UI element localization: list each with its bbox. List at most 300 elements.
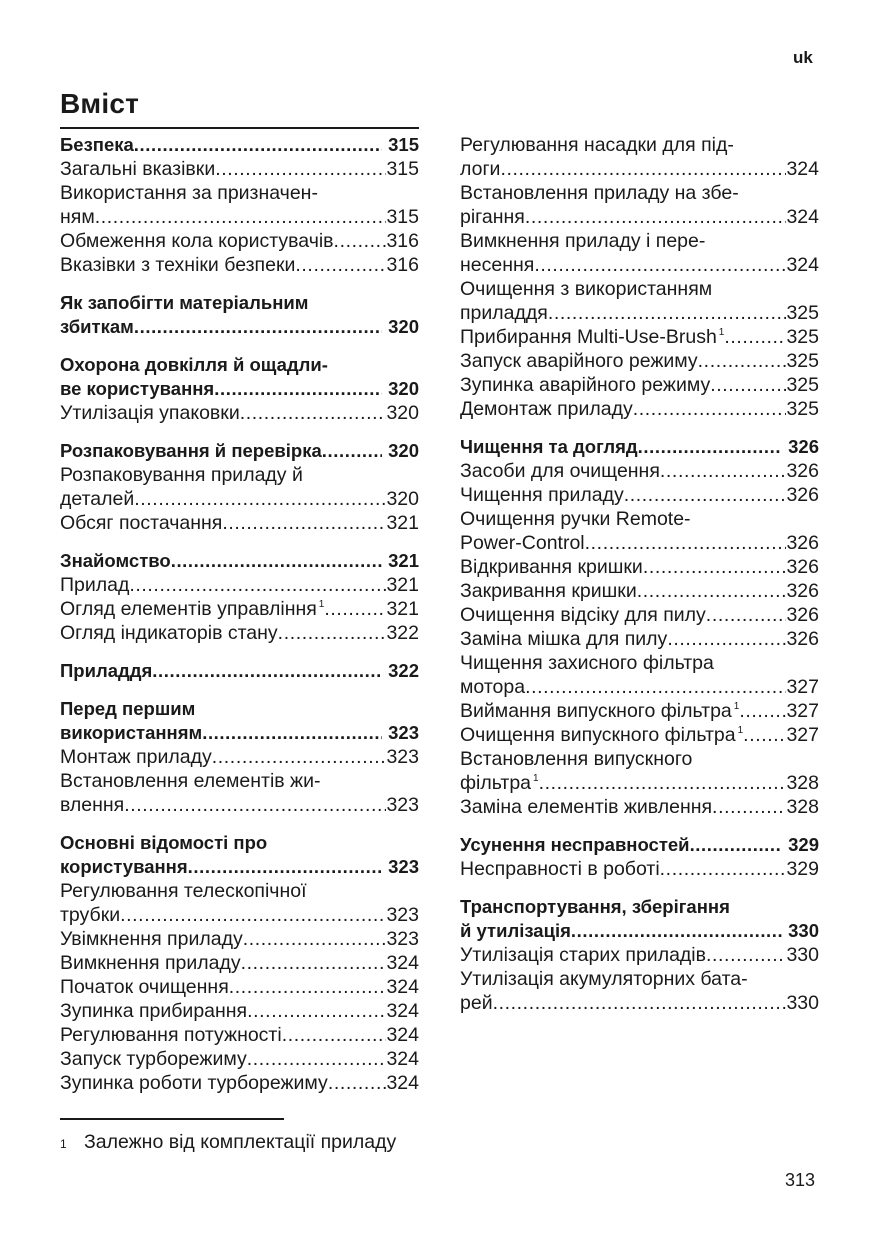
toc-page-number: 324 — [386, 1000, 419, 1022]
toc-entry[interactable] — [460, 435, 819, 459]
toc-entry-text: Утилізація акумуляторних бата- — [460, 968, 748, 990]
toc-entry-text: Очищення ручки Remote- — [460, 508, 691, 530]
toc-page-number: 322 — [388, 660, 419, 681]
toc-entry[interactable] — [460, 699, 819, 723]
toc-entry-title — [460, 435, 638, 459]
dot-leader — [152, 659, 382, 683]
toc-entry-text: Чищення та догляд — [460, 436, 638, 457]
toc-entry-text: використанням — [60, 722, 203, 743]
toc-entry-text: Заміна мішка для пилу — [460, 628, 668, 650]
toc-page-number: 326 — [786, 460, 819, 482]
toc-page-number: 330 — [786, 944, 819, 966]
toc-entry-title — [60, 999, 247, 1023]
toc-section — [60, 697, 419, 817]
dot-leader — [188, 855, 382, 879]
toc-page-number: 323 — [388, 856, 419, 877]
toc-entry-text: Запуск турборежиму — [60, 1048, 247, 1070]
toc-entry-text: фільтра — [460, 772, 532, 794]
toc-entry-title — [60, 549, 171, 573]
toc-entry-continued — [460, 229, 819, 253]
toc-entry-title — [460, 373, 710, 397]
toc-entry-text: Очищення з використанням — [460, 278, 713, 300]
toc-page-number: 326 — [786, 484, 819, 506]
toc-entry-continued — [460, 277, 819, 301]
toc-entry-text: Встановлення приладу на збе- — [460, 182, 739, 204]
toc-entry-title — [460, 967, 748, 991]
toc-entry-text: Прибирання Multi-Use-Brush — [460, 326, 717, 348]
dot-leader — [534, 253, 786, 277]
toc-entry-text: Несправності в роботі — [460, 858, 660, 880]
toc-entry-text: рей — [460, 992, 493, 1014]
toc-page-number: 324 — [386, 1024, 419, 1046]
toc-page-number: 324 — [786, 254, 819, 276]
toc-entry[interactable] — [460, 459, 819, 483]
toc-entry-title — [60, 697, 195, 721]
dot-leader — [241, 951, 387, 975]
toc-entry-text: несення — [460, 254, 535, 276]
toc-column-right — [460, 133, 819, 1029]
toc-entry[interactable] — [460, 603, 819, 627]
toc-page-number: 326 — [786, 628, 819, 650]
toc-entry-title — [460, 675, 525, 699]
dot-leader — [525, 205, 787, 229]
toc-entry[interactable] — [60, 621, 419, 645]
toc-section — [460, 833, 819, 881]
toc-entry[interactable] — [460, 253, 819, 277]
dot-leader — [243, 927, 387, 951]
toc-entry-text: Обсяг постачання — [60, 512, 223, 534]
toc-entry-title — [60, 659, 152, 683]
toc-entry-text: Обмеження кола користувачів — [60, 230, 334, 252]
title-divider — [60, 127, 419, 129]
dot-leader — [739, 699, 786, 723]
dot-leader — [322, 439, 382, 463]
toc-entry[interactable] — [60, 487, 419, 511]
dot-leader — [660, 857, 787, 881]
toc-page-number: 323 — [386, 904, 419, 926]
toc-entry-text: Регулювання потужності — [60, 1024, 282, 1046]
toc-section — [60, 439, 419, 535]
toc-entry-text: Вимкнення приладу і пере- — [460, 230, 706, 252]
toc-entry-title — [460, 603, 706, 627]
toc-page-number: 325 — [786, 398, 819, 420]
toc-entry-title — [460, 483, 624, 507]
toc-entry[interactable] — [60, 659, 419, 683]
toc-page-number: 323 — [386, 746, 419, 768]
toc-entry-title — [460, 895, 730, 919]
toc-entry-title — [60, 1071, 328, 1095]
toc-entry[interactable] — [60, 439, 419, 463]
toc-entry-title — [460, 181, 739, 205]
toc-entry-continued — [460, 747, 819, 771]
footnote-reference: 1 — [533, 773, 539, 784]
toc-entry[interactable] — [60, 253, 419, 277]
toc-page-number: 321 — [388, 550, 419, 571]
dot-leader — [222, 511, 386, 535]
toc-entry[interactable] — [60, 511, 419, 535]
toc-entry[interactable] — [460, 349, 819, 373]
toc-entry-text: логи — [460, 158, 501, 180]
dot-leader — [95, 205, 387, 229]
toc-entry[interactable] — [60, 315, 419, 339]
toc-page-number: 326 — [786, 580, 819, 602]
dot-leader — [706, 943, 786, 967]
toc-page-number: 324 — [786, 158, 819, 180]
toc-page-number: 320 — [386, 402, 419, 424]
toc-page-number: 323 — [388, 722, 419, 743]
toc-entry-text: Очищення випускного фільтра — [460, 724, 736, 746]
dot-leader — [247, 1047, 387, 1071]
toc-entry-text: Очищення відсіку для пилу — [460, 604, 706, 626]
dot-leader — [633, 397, 787, 421]
toc-entry-title — [60, 291, 308, 315]
toc-entry-title — [60, 975, 229, 999]
toc-entry-text: Зупинка прибирання — [60, 1000, 248, 1022]
toc-entry-text: Зупинка аварійного режиму — [460, 374, 711, 396]
toc-column-left — [60, 133, 419, 1109]
toc-entry-title — [60, 831, 267, 855]
toc-page-number: 320 — [386, 488, 419, 510]
toc-page-number: 324 — [386, 1072, 419, 1094]
toc-entry[interactable] — [60, 855, 419, 879]
toc-entry[interactable] — [60, 793, 419, 817]
toc-entry[interactable] — [460, 157, 819, 181]
toc-entry-title — [60, 573, 129, 597]
toc-entry-continued — [60, 697, 419, 721]
toc-entry-text: Зупинка роботи турборежиму — [60, 1072, 328, 1094]
toc-entry[interactable] — [60, 573, 419, 597]
toc-entry-continued — [460, 181, 819, 205]
toc-page-number: 325 — [786, 374, 819, 396]
dot-leader — [282, 1023, 387, 1047]
toc-page-number: 324 — [386, 952, 419, 974]
toc-entry-text: Розпаковування приладу й — [60, 464, 303, 486]
toc-entry[interactable] — [60, 975, 419, 999]
toc-entry-title — [60, 463, 303, 487]
toc-page-number: 315 — [386, 206, 419, 228]
toc-entry-text: Відкривання кришки — [460, 556, 643, 578]
dot-leader — [134, 315, 382, 339]
toc-entry-title — [460, 919, 571, 943]
toc-entry[interactable] — [460, 579, 819, 603]
toc-section — [460, 133, 819, 421]
toc-entry[interactable] — [460, 373, 819, 397]
toc-entry-title — [460, 795, 712, 819]
toc-entry-text: Чищення приладу — [460, 484, 624, 506]
toc-entry-text: Засоби для очищення — [460, 460, 660, 482]
toc-entry[interactable] — [60, 229, 419, 253]
toc-page-number: 316 — [386, 230, 419, 252]
toc-entry-text: Чищення захисного фільтра — [460, 652, 714, 674]
dot-leader — [667, 627, 786, 651]
toc-page-number: 330 — [786, 992, 819, 1014]
toc-entry[interactable] — [60, 1023, 419, 1047]
toc-entry-title — [460, 723, 743, 747]
page-title: Вміст — [60, 88, 139, 119]
toc-entry-title — [60, 133, 134, 157]
toc-entry-title — [60, 793, 124, 817]
dot-leader — [278, 621, 387, 645]
toc-entry-title — [60, 621, 278, 645]
toc-entry-title — [60, 1023, 282, 1047]
toc-page-number: 315 — [388, 134, 419, 155]
toc-entry-text: Демонтаж приладу — [460, 398, 633, 420]
toc-entry-title — [460, 157, 500, 181]
toc-page-number: 321 — [386, 574, 419, 596]
toc-entry-text: Транспортування, зберігання — [460, 896, 730, 917]
toc-entry-text: Увімкнення приладу — [60, 928, 243, 950]
toc-entry-continued — [60, 769, 419, 793]
toc-entry-continued — [460, 895, 819, 919]
toc-entry[interactable] — [60, 597, 419, 621]
toc-entry-title — [460, 253, 534, 277]
dot-leader — [706, 603, 787, 627]
dot-leader — [539, 771, 787, 795]
toc-entry[interactable] — [460, 833, 819, 857]
dot-leader — [660, 459, 787, 483]
toc-entry-title — [60, 511, 222, 535]
toc-entry-text: деталей — [60, 488, 135, 510]
toc-entry-text: Power-Control — [460, 532, 585, 554]
footnote-reference: 1 — [318, 599, 325, 610]
dot-leader — [120, 903, 386, 927]
toc-entry-title — [60, 855, 188, 879]
toc-entry-text: Огляд елементів управління — [60, 598, 317, 620]
toc-page-number: 327 — [786, 724, 819, 746]
toc-entry[interactable] — [460, 531, 819, 555]
toc-entry-text: Встановлення випускного — [460, 748, 693, 770]
toc-entry[interactable] — [460, 483, 819, 507]
toc-entry[interactable] — [60, 999, 419, 1023]
dot-leader — [710, 373, 786, 397]
footnote-divider — [60, 1118, 284, 1120]
toc-page-number: 316 — [386, 254, 419, 276]
dot-leader — [334, 229, 387, 253]
toc-entry-title — [60, 181, 318, 205]
toc-page-number: 326 — [786, 556, 819, 578]
toc-page-number: 326 — [786, 532, 819, 554]
toc-page-number: 324 — [786, 206, 819, 228]
dot-leader — [129, 573, 386, 597]
toc-page-number: 324 — [386, 976, 419, 998]
toc-entry-text: Регулювання телескопічної — [60, 880, 307, 902]
toc-entry-title — [460, 349, 698, 373]
toc-entry-title — [460, 651, 714, 675]
toc-entry-text: ве користування — [60, 378, 215, 399]
toc-entry-title — [460, 325, 724, 349]
toc-page-number: 323 — [386, 794, 419, 816]
toc-entry[interactable] — [60, 549, 419, 573]
toc-page-number: 326 — [788, 436, 819, 457]
toc-entry-title — [460, 301, 548, 325]
toc-section — [460, 895, 819, 1015]
dot-leader — [500, 157, 786, 181]
toc-entry-text: Безпека — [60, 134, 134, 155]
toc-entry[interactable] — [460, 675, 819, 699]
toc-entry-title — [60, 229, 334, 253]
toc-entry[interactable] — [60, 1071, 419, 1095]
toc-entry-continued — [460, 133, 819, 157]
toc-entry-title — [60, 769, 321, 793]
dot-leader — [637, 579, 787, 603]
toc-section — [60, 659, 419, 683]
dot-leader — [134, 487, 386, 511]
dot-leader — [712, 795, 786, 819]
toc-entry[interactable] — [460, 795, 819, 819]
toc-entry[interactable] — [60, 745, 419, 769]
toc-entry-title — [460, 277, 712, 301]
toc-entry[interactable] — [60, 157, 419, 181]
toc-entry[interactable] — [460, 857, 819, 881]
dot-leader — [525, 675, 786, 699]
toc-entry-title — [60, 903, 120, 927]
toc-entry-continued — [60, 463, 419, 487]
toc-entry[interactable] — [60, 903, 419, 927]
toc-section — [60, 831, 419, 1095]
toc-entry[interactable] — [60, 951, 419, 975]
toc-entry-title — [60, 951, 241, 975]
dot-leader — [324, 597, 386, 621]
toc-entry[interactable] — [460, 627, 819, 651]
toc-entry-text: Прилад — [60, 574, 130, 596]
toc-section — [60, 549, 419, 645]
toc-entry-title — [460, 459, 660, 483]
toc-entry-text: Розпаковування й перевірка — [60, 440, 322, 461]
toc-entry-title — [60, 1047, 247, 1071]
toc-entry-title — [60, 253, 295, 277]
toc-entry-title — [460, 555, 643, 579]
toc-page-number: 324 — [386, 1048, 419, 1070]
toc-entry-continued — [460, 651, 819, 675]
toc-entry[interactable] — [460, 991, 819, 1015]
language-code: uk — [793, 48, 813, 67]
toc-entry[interactable] — [460, 205, 819, 229]
toc-entry-continued — [60, 879, 419, 903]
toc-page-number: 328 — [786, 772, 819, 794]
dot-leader — [247, 999, 386, 1023]
toc-entry-title — [60, 439, 322, 463]
dot-leader — [743, 723, 786, 747]
toc-section — [60, 353, 419, 425]
toc-entry-title — [60, 721, 202, 745]
toc-entry[interactable] — [60, 401, 419, 425]
toc-entry[interactable] — [460, 555, 819, 579]
dot-leader — [328, 1071, 387, 1095]
dot-leader — [638, 435, 783, 459]
toc-page-number: 320 — [388, 378, 419, 399]
toc-entry-continued — [60, 353, 419, 377]
toc-entry-title — [60, 315, 134, 339]
toc-entry-title — [60, 205, 95, 229]
toc-page-number: 330 — [788, 920, 819, 941]
toc-entry-title — [460, 627, 667, 651]
toc-page-number: 325 — [786, 302, 819, 324]
dot-leader — [171, 549, 382, 573]
toc-entry-text: Основні відомості про — [60, 832, 268, 853]
dot-leader — [493, 991, 787, 1015]
toc-page-number: 326 — [786, 604, 819, 626]
toc-entry[interactable] — [460, 723, 819, 747]
toc-entry-title — [460, 397, 633, 421]
toc-entry-continued — [460, 967, 819, 991]
toc-entry-text: влення — [60, 794, 125, 816]
toc-entry-title — [460, 205, 525, 229]
toc-entry-text: Приладдя — [60, 660, 153, 681]
page-number: 313 — [785, 1170, 816, 1190]
toc-page-number: 325 — [786, 350, 819, 372]
toc-entry[interactable] — [460, 397, 819, 421]
toc-entry[interactable] — [460, 771, 819, 795]
toc-page-number: 315 — [386, 158, 419, 180]
toc-entry[interactable] — [460, 301, 819, 325]
toc-entry-text: Встановлення елементів жи- — [60, 770, 321, 792]
toc-entry-text: Утилізація упаковки — [60, 402, 240, 424]
toc-entry-title — [460, 771, 539, 795]
toc-entry-title — [460, 579, 637, 603]
toc-entry-text: Початок очищення — [60, 976, 229, 998]
toc-page-number: 325 — [786, 326, 819, 348]
footnote — [60, 1131, 396, 1154]
dot-leader — [240, 401, 387, 425]
toc-page-number: 329 — [788, 834, 819, 855]
toc-entry-text: Перед першим — [60, 698, 196, 719]
dot-leader — [295, 253, 386, 277]
toc-page-number: 321 — [386, 512, 419, 534]
toc-entry-continued — [60, 291, 419, 315]
toc-entry[interactable] — [60, 721, 419, 745]
toc-entry-text: Як запобігти матеріальним — [60, 292, 309, 313]
toc-entry-text: Утилізація старих приладів — [460, 944, 706, 966]
toc-section — [60, 291, 419, 339]
toc-entry-continued — [60, 831, 419, 855]
toc-entry[interactable] — [460, 325, 819, 349]
toc-entry[interactable] — [60, 133, 419, 157]
dot-leader — [212, 745, 387, 769]
toc-page-number: 327 — [786, 676, 819, 698]
toc-entry-text: Огляд індикаторів стану — [60, 622, 278, 644]
toc-entry-title — [60, 487, 134, 511]
toc-entry[interactable] — [60, 377, 419, 401]
toc-entry[interactable] — [460, 919, 819, 943]
dot-leader — [229, 975, 387, 999]
toc-entry[interactable] — [60, 1047, 419, 1071]
toc-entry-continued — [60, 181, 419, 205]
toc-entry[interactable] — [60, 205, 419, 229]
toc-entry[interactable] — [60, 927, 419, 951]
toc-page-number: 323 — [386, 928, 419, 950]
toc-entry[interactable] — [460, 943, 819, 967]
toc-section — [60, 133, 419, 277]
dot-leader — [585, 531, 787, 555]
dot-leader — [214, 377, 382, 401]
toc-entry-text: Заміна елементів живлення — [460, 796, 713, 818]
toc-entry-text: збиткам — [60, 316, 134, 337]
toc-entry-title — [60, 377, 214, 401]
toc-entry-title — [460, 699, 739, 723]
dot-leader — [624, 483, 787, 507]
toc-page-number: 320 — [388, 316, 419, 337]
toc-entry-title — [60, 401, 240, 425]
footnote-reference: 1 — [737, 725, 744, 736]
toc-section — [460, 435, 819, 819]
toc-entry-text: приладдя — [460, 302, 548, 324]
dot-leader — [643, 555, 787, 579]
toc-entry-text: Усунення несправностей — [460, 834, 690, 855]
dot-leader — [124, 793, 386, 817]
toc-page-number: 327 — [786, 700, 819, 722]
toc-entry-title — [60, 157, 215, 181]
toc-entry-title — [460, 991, 493, 1015]
